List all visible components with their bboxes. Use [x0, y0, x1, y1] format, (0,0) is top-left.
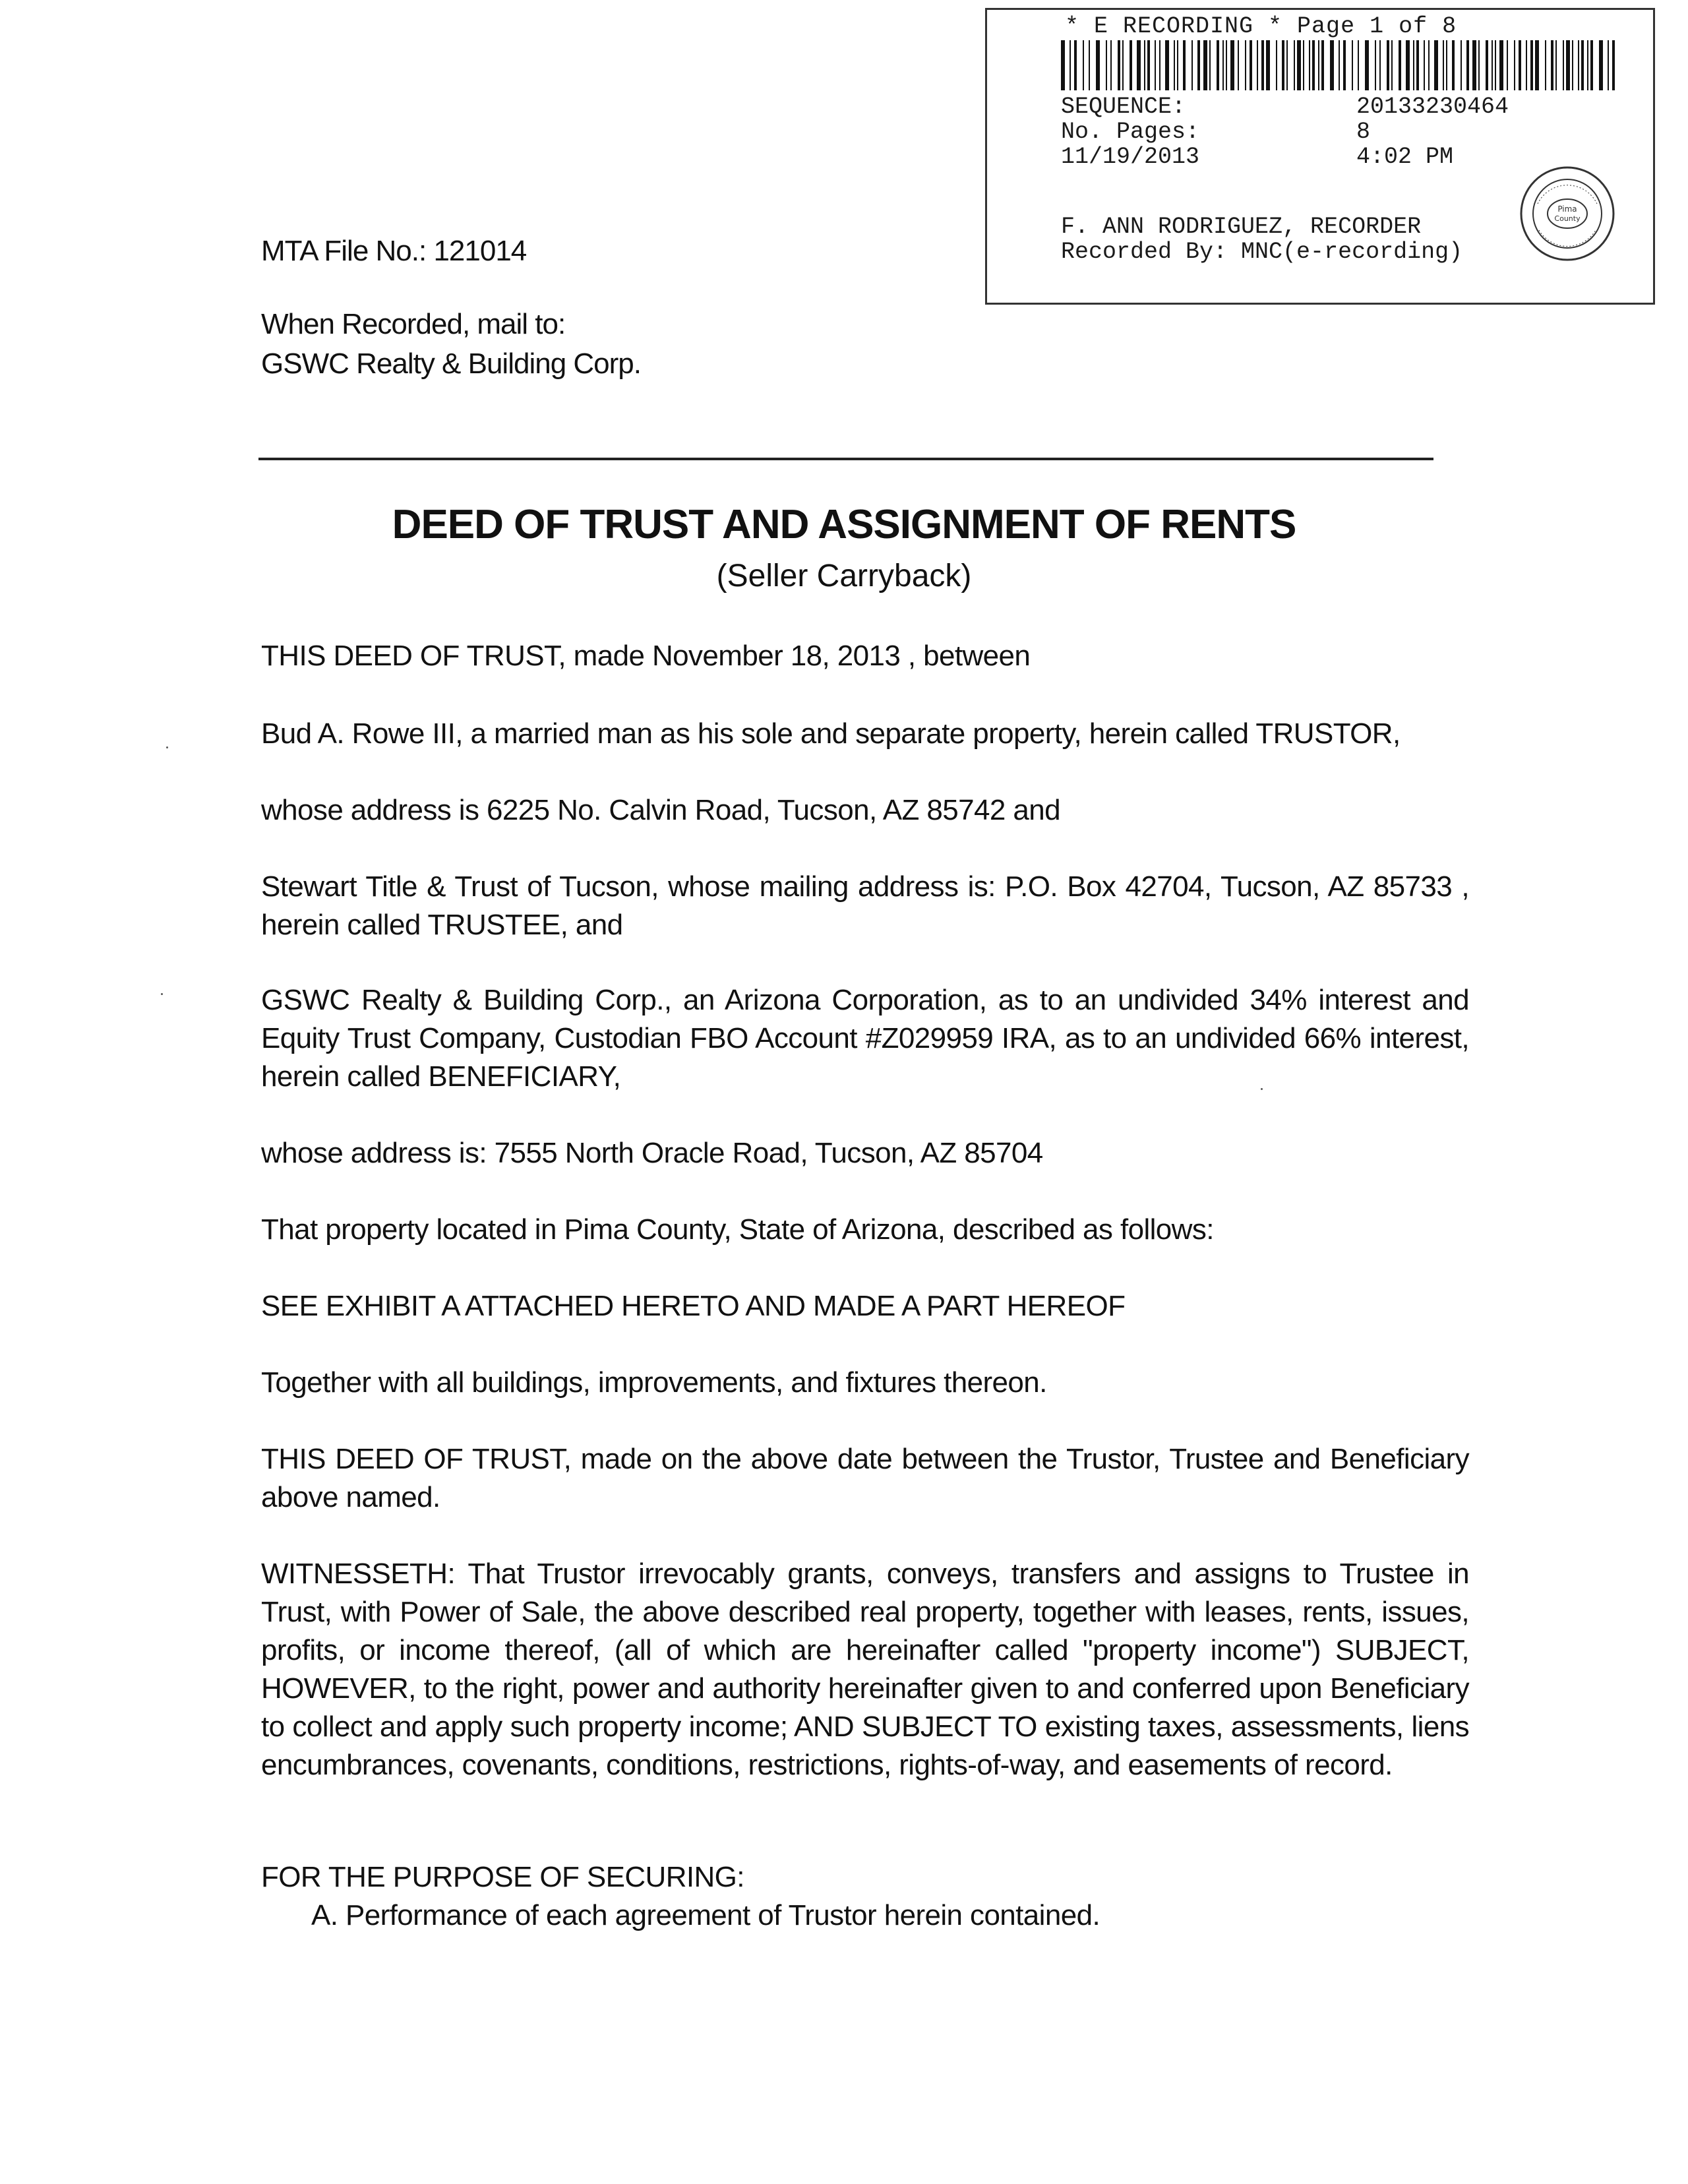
barcode-bar — [1250, 40, 1252, 90]
barcode-bar — [1321, 40, 1324, 90]
paragraph-trustor: Bud A. Rowe III, a married man as his sole and separate property, herein called TRUSTOR, — [261, 717, 1401, 750]
document-title: DEED OF TRUST AND ASSIGNMENT OF RENTS — [392, 502, 1296, 547]
barcode-bar — [1266, 40, 1270, 90]
barcode-bar — [1074, 40, 1077, 90]
barcode-bar — [1286, 40, 1288, 90]
svg-text:County: County — [1554, 214, 1581, 223]
barcode-bar — [1209, 40, 1211, 90]
barcode-bar — [1535, 40, 1539, 90]
scan-speck — [166, 746, 168, 748]
barcode-bar — [1495, 40, 1496, 90]
barcode-bar — [1387, 40, 1389, 90]
barcode-bar — [1365, 40, 1369, 90]
svg-text:Pima: Pima — [1557, 204, 1577, 214]
barcode-bar — [1581, 40, 1584, 90]
barcode-bar — [1110, 40, 1112, 90]
barcode-bar — [1174, 40, 1175, 90]
barcode-bar — [1555, 40, 1557, 90]
barcode-bar — [1551, 40, 1553, 90]
mta-file-number: MTA File No.: 121014 — [261, 235, 527, 267]
barcode-bar — [1507, 40, 1508, 90]
recording-stamp-box — [985, 8, 1655, 305]
barcode-bar — [1339, 40, 1340, 90]
barcode-bar — [1391, 40, 1393, 90]
sequence-label: SEQUENCE: — [1061, 94, 1186, 120]
barcode-bar — [1230, 40, 1234, 90]
paragraph-together: Together with all buildings, improvements, and fixtures thereon. — [261, 1366, 1047, 1399]
barcode-bar — [1499, 40, 1503, 90]
barcode-bar — [1434, 40, 1438, 90]
barcode-bar — [1147, 40, 1150, 90]
barcode-bar — [1612, 40, 1615, 90]
barcode-bar — [1446, 40, 1447, 90]
barcode-bar — [1478, 40, 1480, 90]
barcode-bar — [1514, 40, 1515, 90]
list-item-a: A. Performance of each agreement of Trustor herein contained. — [311, 1899, 1100, 1931]
barcode-bar — [1096, 40, 1100, 90]
paragraph-purpose: FOR THE PURPOSE OF SECURING: — [261, 1861, 744, 1893]
barcode-bar — [1599, 40, 1603, 90]
barcode-bar — [1130, 40, 1132, 90]
recording-date: 11/19/2013 — [1061, 144, 1200, 170]
paragraph-beneficiary: GSWC Realty & Building Corp., an Arizona Corporation, as to an undivided 34% interest and Equity Trust Company, Custodian FBO Account #Z029959 IRA, as to an undivided 66% interest, herein called BENEFICIARY, — [261, 984, 1469, 1093]
barcode-bar — [1155, 40, 1156, 90]
paragraph-date: THIS DEED OF TRUST, made November 18, 2013 , between — [261, 640, 1031, 672]
barcode-bar — [1061, 40, 1065, 90]
barcode-bar — [1106, 40, 1107, 90]
barcode-bar — [1443, 40, 1444, 90]
barcode-bar — [1282, 40, 1284, 90]
paragraph-trustee: Stewart Title & Trust of Tucson, whose mailing address is: P.O. Box 42704, Tucson, AZ 85733 , herein called TRUSTEE, and — [261, 870, 1469, 941]
barcode-bar — [1416, 40, 1419, 90]
barcode-bar — [1083, 40, 1084, 90]
barcode-bar — [1343, 40, 1346, 90]
barcode-bar — [1070, 40, 1071, 90]
barcode-bar — [1257, 40, 1258, 90]
barcode-bar — [1399, 40, 1401, 90]
barcode-bar — [1461, 40, 1462, 90]
barcode-bar — [1203, 40, 1207, 90]
barcode-bar — [1352, 40, 1353, 90]
barcode-bar — [1122, 40, 1124, 90]
mail-to-name: GSWC Realty & Building Corp. — [261, 348, 641, 380]
scan-speck — [1261, 1088, 1263, 1090]
paragraph-beneficiary-address: whose address is: 7555 North Oracle Road, Tucson, AZ 85704 — [261, 1137, 1043, 1169]
barcode-bar — [1379, 40, 1381, 90]
sequence-value: 20133230464 — [1356, 94, 1509, 120]
barcode-bar — [1118, 40, 1120, 90]
barcode-bar — [1191, 40, 1193, 90]
scan-speck — [161, 993, 163, 995]
barcode-bar — [1159, 40, 1160, 90]
barcode-icon — [1061, 40, 1616, 90]
paragraph-witnesseth: WITNESSETH: That Trustor irrevocably grants, conveys, transfers and assigns to Trustee in Trust, with Power of Sale, the above described real property, together with leases, rents, issues, profits, or income thereof, (all of which are hereinafter called "property income") SUBJECT, HOWEVER, to the right, power and authority hereinafter given to and conferred upon Beneficiary to collect and apply such property income; AND SUBJECT TO existing taxes, assessments, liens encumbrances, covenants, conditions, restrictions, rights-of-way, and easements of record. — [261, 1558, 1469, 1781]
horizontal-rule — [258, 458, 1433, 460]
barcode-bar — [1217, 40, 1219, 90]
barcode-bar — [1492, 40, 1493, 90]
barcode-bar — [1608, 40, 1609, 90]
paragraph-exhibit: SEE EXHIBIT A ATTACHED HERETO AND MADE A PART HEREOF — [261, 1290, 1126, 1322]
barcode-bar — [1303, 40, 1304, 90]
barcode-bar — [1089, 40, 1090, 90]
barcode-bar — [1297, 40, 1301, 90]
barcode-bar — [1424, 40, 1425, 90]
county-seal-icon — [1518, 164, 1617, 263]
recording-time: 4:02 PM — [1356, 144, 1454, 170]
barcode-bar — [1452, 40, 1455, 90]
barcode-bar — [1183, 40, 1186, 90]
barcode-bar — [1572, 40, 1573, 90]
barcode-bar — [1413, 40, 1414, 90]
barcode-bar — [1519, 40, 1521, 90]
barcode-bar — [1466, 40, 1469, 90]
barcode-bar — [1165, 40, 1169, 90]
barcode-bar — [1530, 40, 1533, 90]
barcode-bar — [1238, 40, 1239, 90]
mail-to-label: When Recorded, mail to: — [261, 308, 566, 340]
barcode-bar — [1375, 40, 1376, 90]
barcode-bar — [1578, 40, 1579, 90]
pages-value: 8 — [1356, 119, 1371, 145]
barcode-bar — [1309, 40, 1310, 90]
barcode-bar — [1137, 40, 1141, 90]
paragraph-trustor-address: whose address is 6225 No. Calvin Road, Tucson, AZ 85742 and — [261, 794, 1061, 826]
barcode-bar — [1590, 40, 1593, 90]
pages-label: No. Pages: — [1061, 119, 1200, 145]
barcode-bar — [1587, 40, 1588, 90]
barcode-bar — [1276, 40, 1277, 90]
paragraph-property-location: That property located in Pima County, State of Arizona, described as follows: — [261, 1213, 1214, 1246]
barcode-bar — [1566, 40, 1570, 90]
barcode-bar — [1261, 40, 1264, 90]
barcode-bar — [1406, 40, 1410, 90]
barcode-bar — [1245, 40, 1246, 90]
barcode-bar — [1330, 40, 1334, 90]
barcode-bar — [1294, 40, 1295, 90]
barcode-bar — [1358, 40, 1359, 90]
mail-to-block — [261, 305, 641, 384]
recorded-by: Recorded By: MNC(e-recording) — [1061, 239, 1463, 265]
barcode-bar — [1177, 40, 1178, 90]
barcode-bar — [1144, 40, 1145, 90]
barcode-bar — [1526, 40, 1527, 90]
recording-header: * E RECORDING * Page 1 of 8 — [1065, 13, 1457, 40]
barcode-bar — [1486, 40, 1488, 90]
barcode-bar — [1563, 40, 1564, 90]
barcode-bar — [1222, 40, 1224, 90]
barcode-bar — [1428, 40, 1430, 90]
barcode-bar — [1312, 40, 1315, 90]
barcode-bar — [1472, 40, 1476, 90]
paragraph-deed-parties: THIS DEED OF TRUST, made on the above date between the Trustor, Trustee and Beneficiary above named. — [261, 1443, 1469, 1513]
barcode-bar — [1545, 40, 1546, 90]
recorder-name: F. ANN RODRIGUEZ, RECORDER — [1061, 214, 1422, 240]
barcode-bar — [1318, 40, 1319, 90]
barcode-bar — [1197, 40, 1200, 90]
barcode-bar — [1226, 40, 1227, 90]
document-subtitle: (Seller Carryback) — [716, 559, 972, 593]
